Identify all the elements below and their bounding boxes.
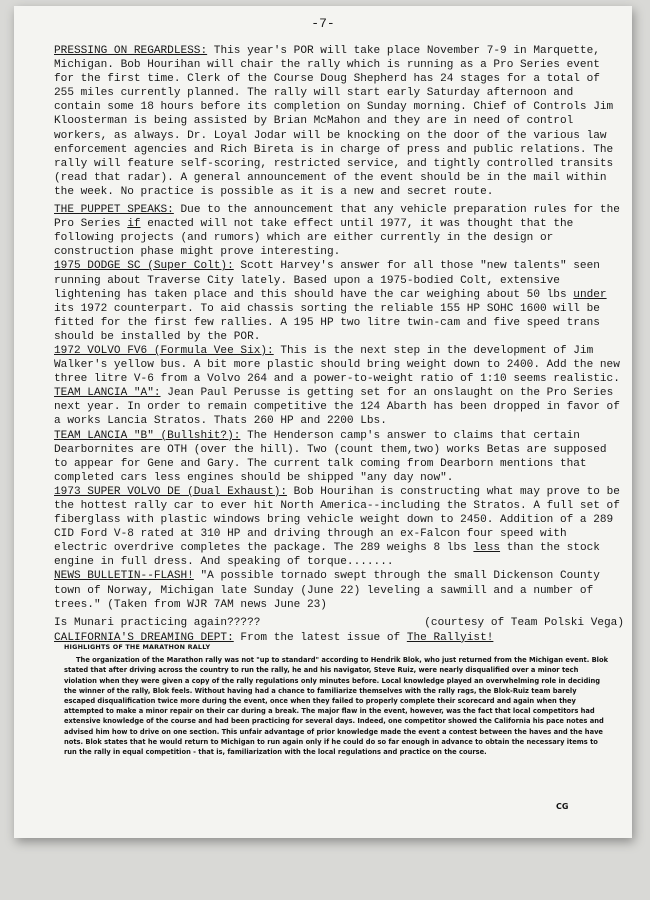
clipping-initials: CG [556,802,569,811]
item-heading: TEAM LANCIA "A": [54,387,161,400]
item-text: enacted will not take effect until 1977, it was thought that the following projects (and rumors) which are either currently in the design or construction phase might prove interesting. [54,218,574,259]
article-body [54,44,624,645]
item-heading: PRESSING ON REGARDLESS: [54,45,208,57]
item-text: than the stock engine in full dress. And speaking of torque....... [54,542,600,569]
item-heading: 1973 SUPER VOLVO DE (Dual Exhaust): [54,485,288,498]
item-text: Scott Harvey's answer for all those "new talents" seen running about Traverse City lately. Based upon a 1975-bodied Colt, extensive lightening has taken place and this should have the car weighing about 50 lbs [54,260,600,301]
item-text: "A possible tornado swept through the small Dickenson County town of Norway, Michigan late Sunday (June 22) leveling a sawmill and a number of trees." (Taken from WJR 7AM news June 23) [54,570,600,611]
munari-question: Is Munari practicing again????? [54,616,261,629]
item-text: This is the next step in the development of Jim Walker's yellow bus. A bit more plastic should bring weight down to 2400. Add the new three litre V-6 from a Volvo 264 and a power-to-weight ratio of 1:10 seems realistic. [54,344,620,386]
item-news-bulletin [54,569,624,611]
clipping-body: The organization of the Marathon rally was not "up to standard" according to Hendrik Blok, who just returned from the Michigan event. Blok stated that after driving across the country to run the rally, he and his navigator, Steve Ruiz, were nearly disqualified over a minor tech violation when they were given a copy of the rally regulations only minutes before. Local knowledge played an overwhelming role in deciding the winner of the rally, Blok feels. Without having had a chance to familiarize themselves with the rally rags, the Blok-Ruiz team barely escaped disqualification twice more during the event, once when they failed to properly complete their scorecard and again when they attempted to make a minor repair on their car during a break. The major flaw in the event, however, was the fact that local competitors had extensive knowledge of the course and had been practicing for several days. Indeed, one competitor showed the California his pace notes and advised him how to drive on one section. This unfair advantage of prior knowledge made the event a contest between the haves and the have nots. Blok states that he would return to Michigan to run again only if he could do so far enough in advance to obtain the necessary items to run the rally in equal competition - that is, familiarization with the local regulations and practice on the course. [64,656,609,757]
page-number: -7- [311,16,335,31]
clipping-title: HIGHLIGHTS OF THE MARATHON RALLY [64,643,211,651]
item-team-lancia-b [54,429,624,485]
item-text: Bob Hourihan is constructing what may prove to be the hottest rally car to ever hit North America--including the Stratos. A full set of fiberglass with plastic windows bring vehicle weight down to 2450. Addition of a 289 CID Ford V-8 rated at 310 HP and driving through an ex-Falcon four speed with electric overdrive completes the package. The 289 weighs 8 lbs [54,485,620,555]
item-volvo-fv6 [54,344,624,386]
source-publication: The Rallyist! [406,631,494,644]
item-text: This year's POR will take place November 7-9 in Marquette, Michigan. Bob Hourihan will chair the rally which is running as a Pro Series event for the first time. Clerk of the Course Doug Shepherd has 24 stages for a total of 255 miles currently planned. The rally will start early Saturday afternoon and contain some 18 hours before its completion on Sunday morning. Chief of Controls Jim Kloosterman is being assisted by Brian McMahon and they are in need of control workers, as always. Dr. Loyal Jodar will be knocking on the door of the various law enforcement agencies and Rich Bireta is in charge of press and public relations. The rally will feature self-scoring, restricted service, and tightly controlled transits (read that radar). A general announcement of the event should be in the mail within the week. No practice is possible as it is a new and secret route. [54,45,614,198]
item-heading: THE PUPPET SPEAKS: [54,204,174,217]
item-text: its 1972 counterpart. To aid chassis sorting the reliable 155 HP SOHC 1600 will be fitted for the first few rallies. A 195 HP two litre twin-cam and five speed trans should be installed by the POR. [54,302,600,343]
item-text: Jean Paul Perusse is getting set for an onslaught on the Pro Series next year. In order to remain competitive the 124 Abarth has been dropped in favor of a works Lancia Stratos. Thats 260 HP and 2200 Lbs. [54,387,620,428]
munari-line [54,616,624,630]
item-super-volvo-de [54,485,624,570]
item-emphasis: if [127,218,141,231]
item-heading: 1975 DODGE SC (Super Colt): [54,260,234,273]
item-text: From the latest issue of [233,631,407,644]
item-heading: TEAM LANCIA "B" (Bullshit?): [54,429,241,442]
rallyist-clipping [64,642,609,811]
item-puppet-speaks [54,203,624,259]
item-text: Due to the announcement that any vehicle preparation rules for the Pro Series [54,204,620,231]
item-heading: NEWS BULLETIN--FLASH! [54,570,194,583]
item-team-lancia-a [54,386,624,428]
item-dodge-sc [54,259,624,344]
item-emphasis: less [473,542,501,555]
munari-courtesy: (courtesy of Team Polski Vega) [424,616,624,629]
item-pressing-on-regardless [54,44,624,199]
item-emphasis: under [573,288,607,301]
item-heading: 1972 VOLVO FV6 (Formula Vee Six): [54,344,274,357]
item-heading: CALIFORNIA'S DREAMING DEPT: [54,631,234,644]
newsletter-page [14,6,632,838]
item-text: The Henderson camp's answer to claims that certain Dearbornites are OTH (over the hill). Two (count them,two) works Betas are supposed to appear for Gene and Gary. The current talk coming from Dearborn mentions that completed cars less engines should be shipped "any day now". [54,429,607,484]
